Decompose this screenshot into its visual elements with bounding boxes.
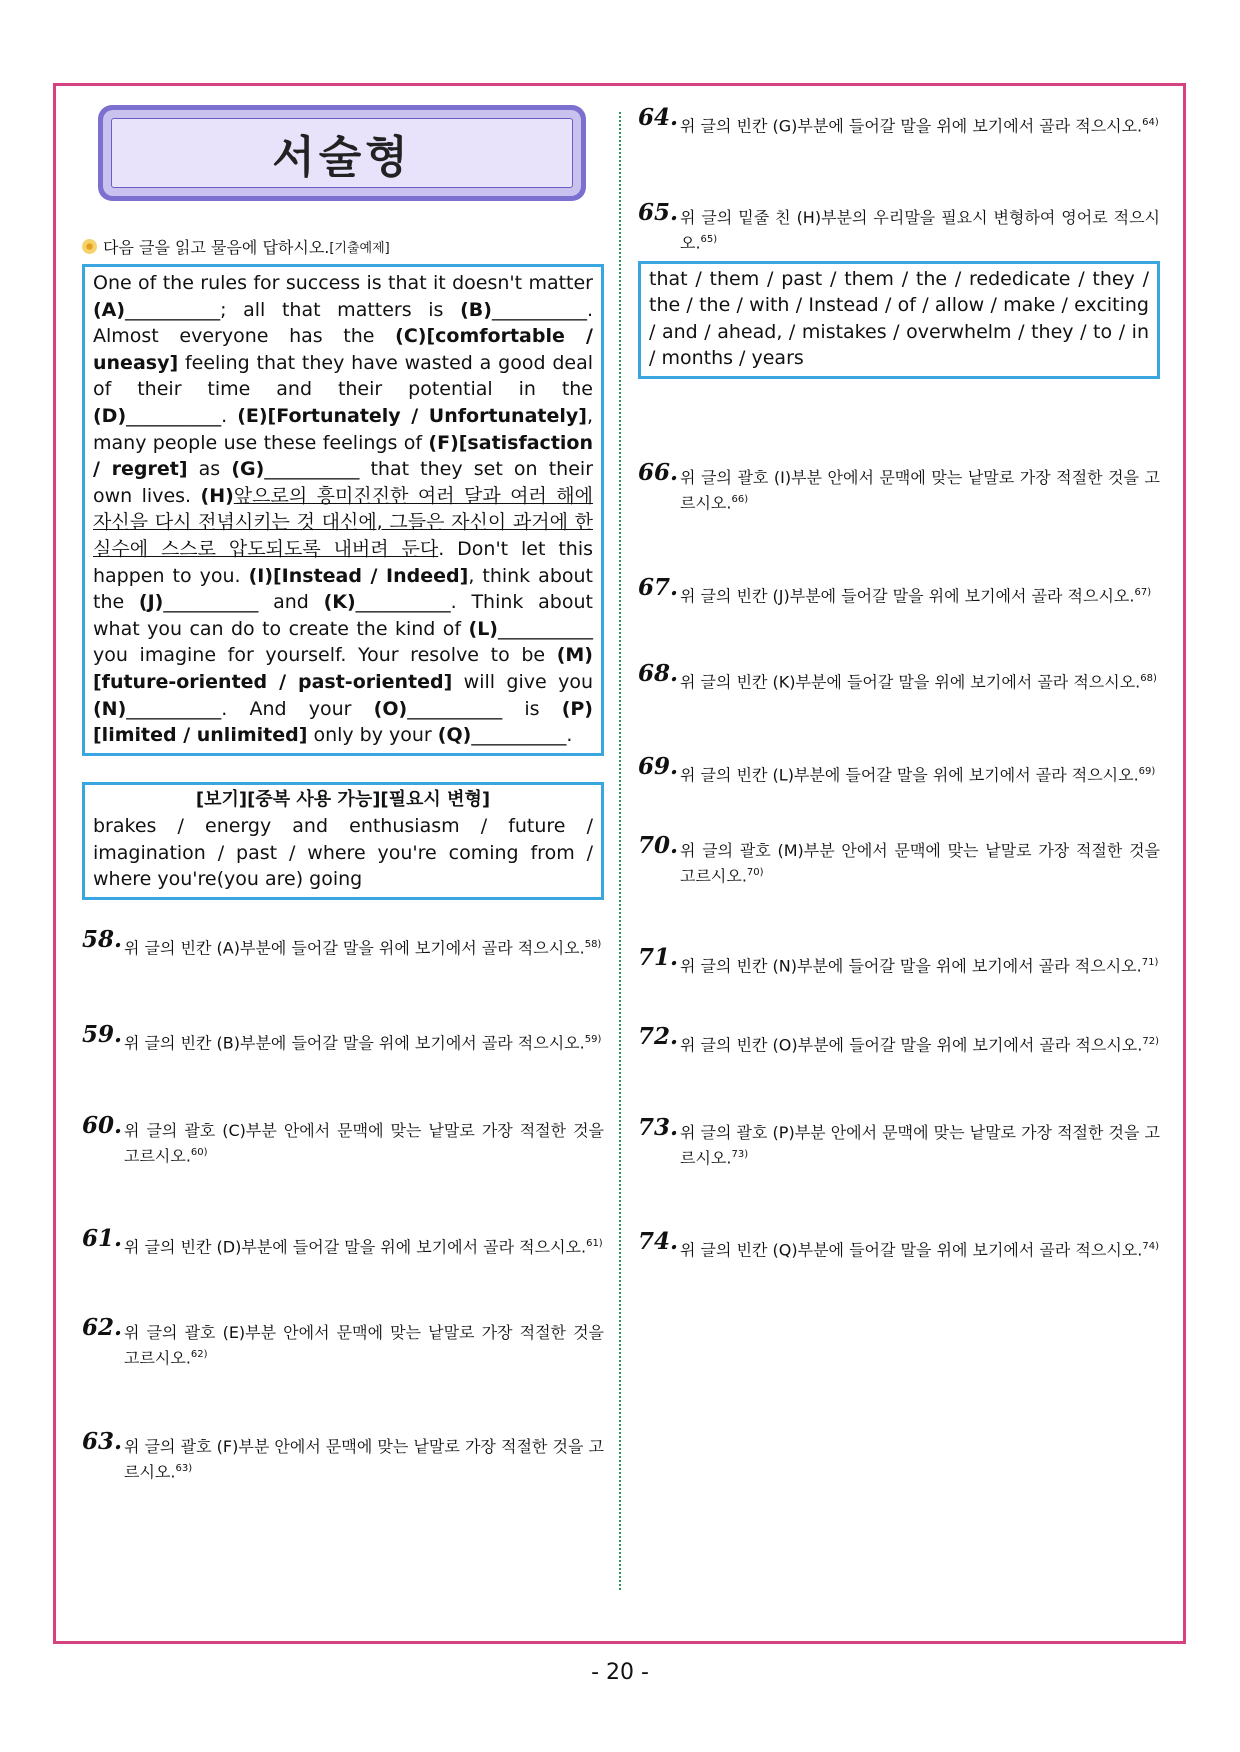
footnote-ref: 64) [1142, 117, 1159, 128]
word-bank-box [82, 782, 604, 900]
question-number: 73. [638, 1114, 679, 1142]
footnote-ref: 63) [175, 1462, 193, 1474]
question-list-right [638, 104, 1160, 1261]
question-item [82, 926, 604, 959]
reading-passage: One of the rules for success is that it doesn't matter (A)__________; all that matters is (B)__________. Almost everyone has the (C)[comfortable / uneasy] feeling that they have wasted a good deal of their time and their potential in the (D)__________. (E)[Fortunately / Unfortunately], many people use these feelings of (F)[satisfaction / regret] as (G)__________ that they set on their own lives. (H)앞으로의 흥미진진한 여러 달과 여러 해에 자신을 다시 전념시키는 것 대신에, 그들은 자신이 과거에 한 실수에 스스로 압도되도록 내버려 둔다. Don't let this happen to you. (I)[Instead / Indeed], think about the (J)__________ and (K)__________. Think about what you can do to create the kind of (L)__________ you imagine for yourself. Your resolve to be (M)[future-oriented / past-oriented] will give you (N)__________. And your (O)__________ is (P)[limited / unlimited] only by your (Q)__________. [82, 264, 604, 756]
question-text: 위 글의 괄호 (M)부분 안에서 문맥에 맞는 낱말로 가장 적절한 것을 고르시오. [680, 841, 1160, 886]
question-number: 60. [82, 1111, 123, 1139]
question-number: 72. [638, 1023, 679, 1050]
instruction-tag: [기출예제] [329, 241, 390, 256]
column-divider [619, 112, 621, 1590]
question-text: 위 글의 괄호 (I)부분 안에서 문맥에 맞는 낱말로 가장 적절한 것을 고르시오. [680, 468, 1160, 513]
question-number: 68. [638, 659, 679, 687]
footnote-ref: 66) [731, 494, 749, 506]
instruction [82, 235, 604, 258]
question-text: 위 글의 빈칸 (D)부분에 들어갈 말을 위에 보기에서 골라 적으시오. [124, 1237, 587, 1257]
question-number: 66. [638, 459, 679, 487]
footnote-ref: 60) [190, 1146, 208, 1158]
question-number: 64. [638, 104, 679, 131]
word-bank-text: brakes / energy and enthusiasm / future / imagination / past / where you're coming from / where you're(you are) going [93, 815, 593, 891]
question-item [638, 1227, 1160, 1261]
underlined-korean: 앞으로의 흥미진진한 여러 달과 여러 해에 자신을 다시 전념시키는 것 대신에, 그들은 자신이 과거에 한 실수에 스스로 압도되도록 내버려 둔다 [93, 484, 594, 560]
footnote-ref: 67) [1134, 587, 1152, 599]
question-list-left [82, 926, 604, 1483]
question-number: 71. [638, 943, 679, 971]
footnote-ref: 71) [1141, 956, 1159, 968]
question-item [82, 1427, 604, 1483]
question-text: 위 글의 괄호 (C)부분 안에서 문맥에 맞는 낱말로 가장 적절한 것을 고르시오. [124, 1120, 604, 1166]
footnote-ref: 73) [731, 1149, 749, 1161]
question-text: 위 글의 빈칸 (N)부분에 들어갈 말을 위에 보기에서 골라 적으시오. [680, 956, 1142, 975]
footnote-ref: 74) [1142, 1240, 1159, 1252]
question-item [638, 659, 1160, 693]
question-text: 위 글의 밑줄 친 (H)부분의 우리말을 필요시 변형하여 영어로 적으시오. [680, 208, 1160, 253]
question-number: 63. [82, 1427, 123, 1455]
question-item [82, 1021, 604, 1054]
question-item [82, 1225, 604, 1258]
question-text: 위 글의 빈칸 (L)부분에 들어갈 말을 위에 보기에서 골라 적으시오. [680, 765, 1139, 785]
question-item [638, 832, 1160, 887]
question-item [82, 1111, 604, 1167]
footnote-ref: 65) [700, 234, 718, 246]
question-item [638, 1023, 1160, 1056]
question-item [638, 104, 1160, 137]
question-text: 위 글의 빈칸 (J)부분에 들어갈 말을 위에 보기에서 골라 적으시오. [680, 586, 1135, 606]
footnote-ref: 72) [1142, 1036, 1159, 1047]
page-number: - 20 - [591, 1660, 649, 1685]
question-number: 65. [638, 199, 679, 227]
section-title: 서술형 [111, 118, 573, 188]
footnote-ref: 59) [584, 1034, 602, 1046]
question-text: 위 글의 빈칸 (Q)부분에 들어갈 말을 위에 보기에서 골라 적으시오. [680, 1239, 1143, 1259]
question-number: 59. [82, 1021, 123, 1049]
flower-icon [82, 239, 97, 254]
question-item [638, 753, 1160, 786]
question-number: 69. [638, 753, 679, 781]
question-item [638, 1114, 1160, 1169]
section-title-box [98, 105, 586, 201]
question-number: 62. [82, 1314, 123, 1342]
question-item [638, 574, 1160, 607]
left-column [82, 105, 604, 1483]
question-item [638, 459, 1160, 514]
question-text: 위 글의 빈칸 (K)부분에 들어갈 말을 위에 보기에서 골라 적으시오. [680, 672, 1141, 692]
footnote-ref: 69) [1138, 766, 1156, 778]
question-text: 위 글의 빈칸 (G)부분에 들어갈 말을 위에 보기에서 골라 적으시오. [680, 116, 1143, 136]
question-number: 74. [638, 1227, 679, 1255]
question-number: 67. [638, 574, 679, 602]
question-text: 위 글의 빈칸 (B)부분에 들어갈 말을 위에 보기에서 골라 적으시오. [124, 1033, 585, 1053]
question-number: 61. [82, 1225, 123, 1253]
question-text: 위 글의 괄호 (F)부분 안에서 문맥에 맞는 낱말로 가장 적절한 것을 고르시오. [124, 1436, 604, 1482]
footnote-ref: 61) [586, 1238, 603, 1250]
question-number: 58. [82, 926, 123, 954]
answer-word-box: that / them / past / them / the / rededicate / they / the / the / with / Instead / of / allow / make / exciting / and / ahead, / mistakes / overwhelm / they / to / in / months / years [638, 261, 1160, 379]
question-text: 위 글의 괄호 (P)부분 안에서 문맥에 맞는 낱말로 가장 적절한 것을 고르시오. [680, 1123, 1160, 1168]
question-item [82, 1314, 604, 1369]
instruction-text: 다음 글을 읽고 물음에 답하시오. [103, 238, 330, 257]
question-item [638, 199, 1160, 254]
footnote-ref: 68) [1140, 672, 1157, 684]
question-text: 위 글의 빈칸 (A)부분에 들어갈 말을 위에 보기에서 골라 적으시오. [124, 938, 585, 958]
right-column [638, 104, 1160, 1261]
footnote-ref: 62) [190, 1349, 208, 1361]
question-number: 70. [638, 832, 679, 860]
word-bank-header: [보기][중복 사용 가능][필요시 변형] [195, 788, 491, 810]
footnote-ref: 58) [584, 939, 602, 951]
footnote-ref: 70) [746, 867, 764, 879]
question-text: 위 글의 빈칸 (O)부분에 들어갈 말을 위에 보기에서 골라 적으시오. [680, 1035, 1143, 1055]
question-text: 위 글의 괄호 (E)부분 안에서 문맥에 맞는 낱말로 가장 적절한 것을 고르시오. [124, 1323, 604, 1368]
question-item [638, 943, 1160, 977]
